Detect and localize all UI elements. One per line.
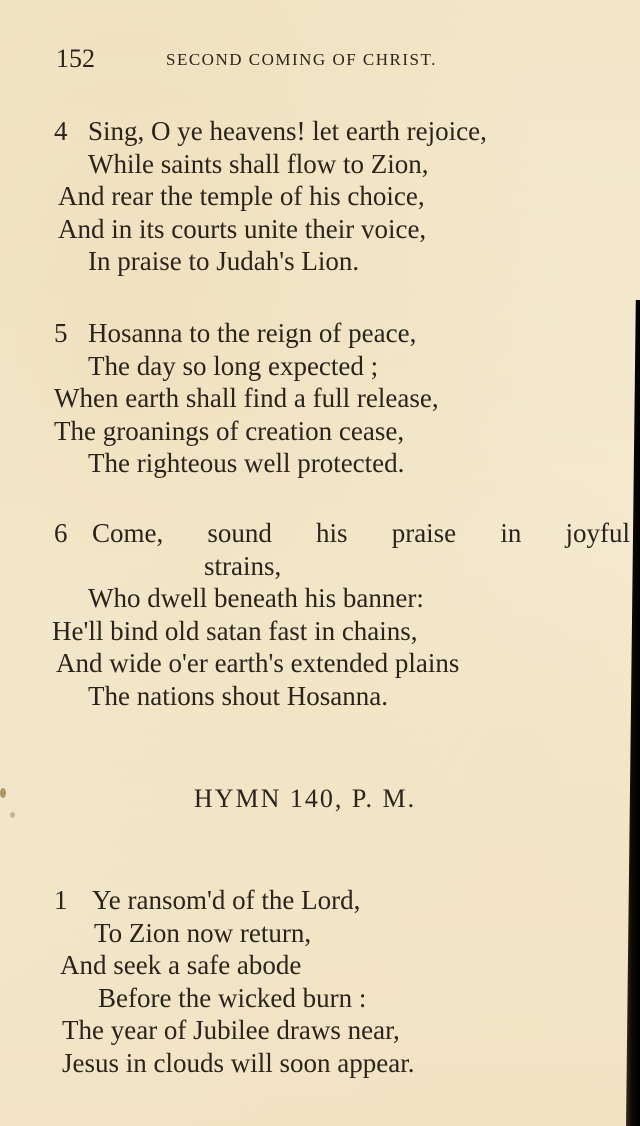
verse-number: 4	[54, 116, 68, 146]
verse-line: To Zion now return,	[94, 917, 312, 948]
running-head: SECOND COMING OF CHRIST.	[166, 50, 437, 69]
verse-line: 4 Sing, O ye heavens! let earth rejoice,	[54, 116, 487, 146]
verse-line: strains,	[204, 550, 282, 581]
verse-line: Before the wicked burn :	[98, 982, 367, 1013]
book-gutter-shadow	[626, 300, 640, 1126]
verse-line: The year of Jubilee draws near,	[62, 1015, 400, 1045]
verse-line: 5 Hosanna to the reign of peace,	[54, 318, 417, 348]
verse-4	[54, 115, 487, 278]
verse-line: The righteous well protected.	[88, 448, 405, 478]
verse-line: And seek a safe abode	[60, 950, 302, 980]
verse-line: The nations shout Hosanna.	[88, 680, 388, 711]
verse-line: 1 Ye ransom'd of the Lord,	[54, 885, 361, 915]
verse-line: Who dwell beneath his banner:	[88, 583, 424, 613]
verse-number: 5	[54, 318, 68, 348]
verse-line: When earth shall find a full release,	[54, 383, 439, 413]
verse-line: In praise to Judah's Lion.	[88, 246, 360, 276]
verse-line: The groanings of creation cease,	[54, 415, 405, 446]
verse-line: The day so long expected ;	[88, 350, 379, 381]
verse-line: While saints shall flow to Zion,	[88, 148, 429, 179]
verse-line: He'll bind old satan fast in chains,	[52, 615, 418, 646]
verse-6	[54, 517, 630, 712]
verse-number: 6	[54, 518, 68, 548]
verse-5	[54, 317, 439, 480]
page-number: 152	[56, 44, 95, 73]
verse-number: 1	[54, 885, 68, 915]
verse-line: And wide o'er earth's extended plains	[56, 648, 460, 678]
verse-line: And rear the temple of his choice,	[58, 181, 425, 211]
verse-line: And in its courts unite their voice,	[58, 213, 427, 244]
verse-line: 6 Come, sound his praise in joyful	[54, 518, 630, 548]
hymn-verse-1	[54, 884, 414, 1079]
page-header	[56, 44, 576, 74]
hymn-title: HYMN 140, P. M.	[193, 784, 417, 813]
verse-line: Jesus in clouds will soon appear.	[62, 1047, 415, 1078]
